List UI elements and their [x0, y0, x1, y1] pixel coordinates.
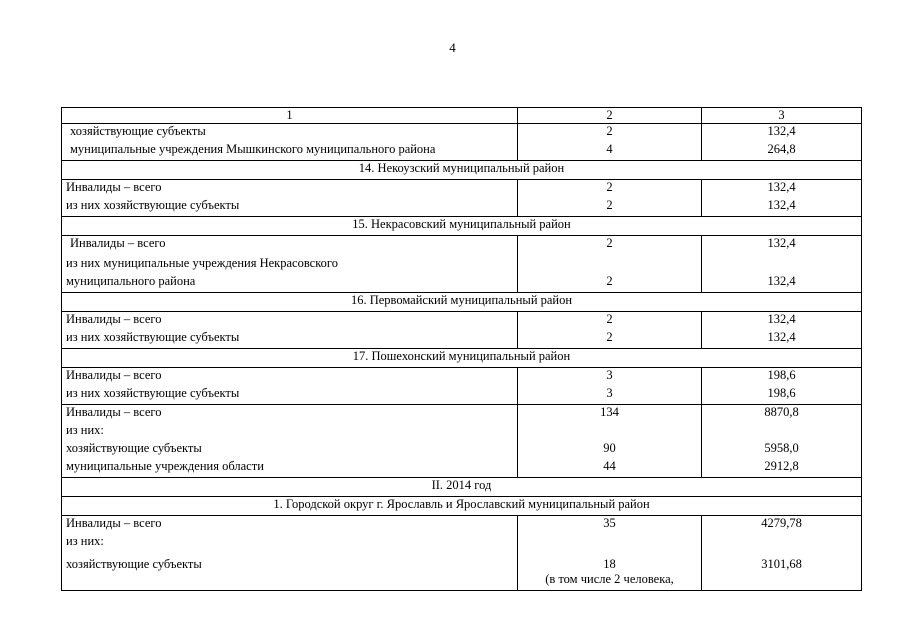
row-amount: 264,8 — [702, 142, 862, 161]
row-amount: 4279,78 — [702, 516, 862, 535]
row-count: 44 — [518, 459, 702, 478]
row-count: 2 — [518, 236, 702, 257]
table-row — [62, 312, 862, 331]
row-count: 2 — [518, 274, 702, 293]
section-title-17: 17. Пошехонский муниципальный район — [62, 349, 862, 368]
row-amount: 132,4 — [702, 198, 862, 217]
row-count: 2 — [518, 312, 702, 331]
row-amount: 132,4 — [702, 312, 862, 331]
row-label: из них: — [62, 423, 518, 441]
section-row — [62, 293, 862, 312]
row-count: 18 — [518, 552, 702, 572]
row-count: 4 — [518, 142, 702, 161]
row-label: Инвалиды – всего — [62, 516, 518, 535]
table-row — [62, 405, 862, 424]
table-row — [62, 386, 862, 405]
row-label: из них хозяйствующие субъекты — [62, 198, 518, 217]
row-count: 35 — [518, 516, 702, 535]
row-amount: 8870,8 — [702, 405, 862, 424]
row-label: муниципальные учреждения Мышкинского муниципального района — [62, 142, 518, 161]
section-row — [62, 217, 862, 236]
row-label: из них муниципальные учреждения Некрасовского — [62, 256, 518, 274]
row-count: 3 — [518, 368, 702, 387]
header-col-2: 2 — [518, 108, 702, 124]
row-amount: 5958,0 — [702, 441, 862, 459]
row-amount — [702, 256, 862, 274]
row-count: 2 — [518, 330, 702, 349]
row-label: муниципальные учреждения области — [62, 459, 518, 478]
header-col-3: 3 — [702, 108, 862, 124]
section-row — [62, 478, 862, 497]
row-count: 3 — [518, 386, 702, 405]
row-amount — [702, 572, 862, 591]
row-note: (в том числе 2 человека, — [518, 572, 702, 591]
row-count: 134 — [518, 405, 702, 424]
section-title-2014-1: 1. Городской округ г. Ярославль и Ярославский муниципальный район — [62, 497, 862, 516]
table-row — [62, 534, 862, 552]
row-label: муниципального района — [62, 274, 518, 293]
section-title-year-2014: II. 2014 год — [62, 478, 862, 497]
row-label: из них хозяйствующие субъекты — [62, 386, 518, 405]
row-count: 2 — [518, 124, 702, 143]
table-row — [62, 552, 862, 572]
row-amount — [702, 423, 862, 441]
row-amount: 132,4 — [702, 274, 862, 293]
row-amount: 132,4 — [702, 236, 862, 257]
row-label: хозяйствующие субъекты — [62, 124, 518, 143]
section-title-14: 14. Некоузский муниципальный район — [62, 161, 862, 180]
table-row — [62, 516, 862, 535]
table-row — [62, 256, 862, 274]
row-amount: 132,4 — [702, 124, 862, 143]
table-row — [62, 368, 862, 387]
row-label: хозяйствующие субъекты — [62, 552, 518, 572]
row-amount: 132,4 — [702, 180, 862, 199]
section-title-16: 16. Первомайский муниципальный район — [62, 293, 862, 312]
row-label: Инвалиды – всего — [62, 236, 518, 257]
row-count: 2 — [518, 198, 702, 217]
page-number: 4 — [449, 40, 456, 55]
row-label: Инвалиды – всего — [62, 312, 518, 331]
row-amount: 3101,68 — [702, 552, 862, 572]
row-amount: 2912,8 — [702, 459, 862, 478]
row-amount: 132,4 — [702, 330, 862, 349]
section-row — [62, 161, 862, 180]
table-row — [62, 124, 862, 143]
row-count — [518, 534, 702, 552]
table-row — [62, 459, 862, 478]
section-row — [62, 349, 862, 368]
row-count — [518, 423, 702, 441]
table-row — [62, 572, 862, 591]
table-row — [62, 441, 862, 459]
row-label — [62, 572, 518, 591]
table-row — [62, 423, 862, 441]
header-row — [62, 108, 862, 124]
section-row — [62, 497, 862, 516]
table-row — [62, 274, 862, 293]
data-table — [61, 107, 862, 591]
row-amount: 198,6 — [702, 368, 862, 387]
table-row — [62, 330, 862, 349]
row-label: Инвалиды – всего — [62, 180, 518, 199]
row-count — [518, 256, 702, 274]
row-label: Инвалиды – всего — [62, 405, 518, 424]
row-label: Инвалиды – всего — [62, 368, 518, 387]
row-count: 90 — [518, 441, 702, 459]
header-col-1: 1 — [62, 108, 518, 124]
table-row — [62, 198, 862, 217]
row-amount: 198,6 — [702, 386, 862, 405]
row-label: хозяйствующие субъекты — [62, 441, 518, 459]
row-count: 2 — [518, 180, 702, 199]
table-row — [62, 236, 862, 257]
table-row — [62, 180, 862, 199]
row-label: из них: — [62, 534, 518, 552]
table-row — [62, 142, 862, 161]
section-title-15: 15. Некрасовский муниципальный район — [62, 217, 862, 236]
row-amount — [702, 534, 862, 552]
row-label: из них хозяйствующие субъекты — [62, 330, 518, 349]
